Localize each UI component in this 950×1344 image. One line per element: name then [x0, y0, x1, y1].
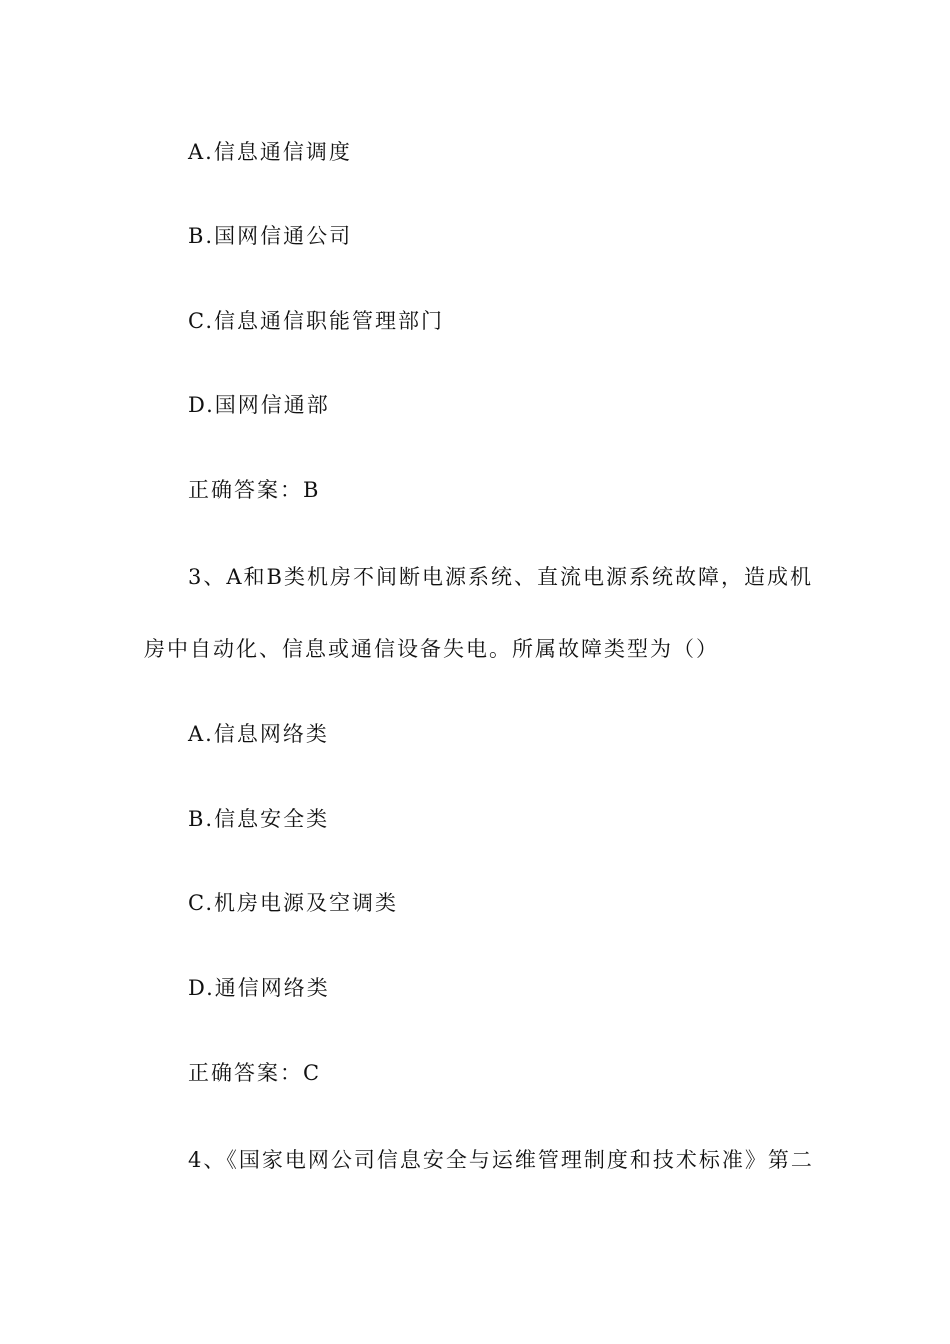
q2-option-c: C.信息通信职能管理部门: [188, 309, 444, 333]
q3-option-b: B.信息安全类: [188, 807, 330, 831]
q2-option-b: B.国网信通公司: [188, 224, 353, 248]
q2-option-a: A.信息通信调度: [188, 140, 352, 164]
q3-option-a: A.信息网络类: [188, 722, 329, 746]
q2-option-d: D.国网信通部: [188, 393, 330, 417]
q3-option-c: C.机房电源及空调类: [188, 891, 398, 915]
q3-option-d: D.通信网络类: [188, 976, 330, 1000]
q4-stem-line1: 4、《国家电网公司信息安全与运维管理制度和技术标准》第二: [188, 1148, 814, 1172]
q2-answer: 正确答案：B: [188, 478, 321, 502]
q3-answer: 正确答案：C: [188, 1061, 322, 1085]
q3-stem-line1: 3、A和B类机房不间断电源系统、直流电源系统故障，造成机: [188, 565, 813, 589]
q3-stem-line2: 房中自动化、信息或通信设备失电。所属故障类型为（）: [144, 637, 719, 661]
